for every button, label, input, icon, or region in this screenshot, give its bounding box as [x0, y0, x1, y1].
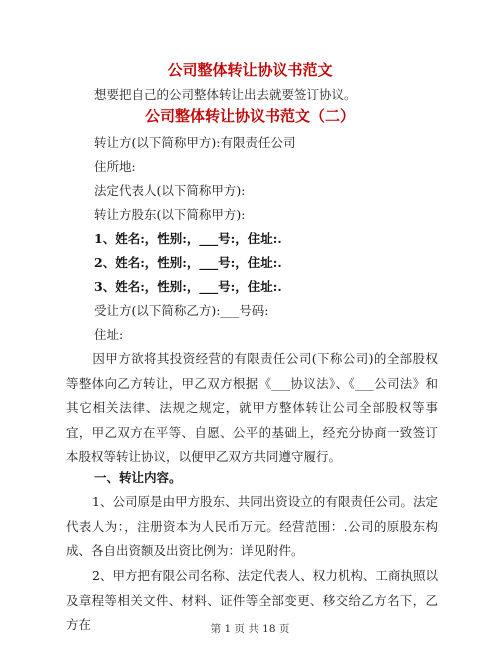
shareholder-item-2: 2、姓名:，性别:，___号:，住址:. [94, 255, 282, 270]
transferee-line: 受让方(以下简称乙方):___号码: [94, 303, 269, 318]
page-number-footer: 第 1 页 共 18 页 [210, 623, 290, 635]
preamble-paragraph [66, 347, 438, 470]
intro-text: 想要把自己的公司整体转让出去就要签订协议。 [94, 87, 357, 102]
preamble-text: 因甲方欲将其投资经营的有限责任公司(下称公司)的全部股权等整体向乙方转让，甲乙双方根据《___协议法》、《___公司法》和其它相关法律、法规之规定，就甲方整体转让公司全部股权等事宜，甲乙双方在平等、自愿、公平的基础上，经充分协商一致签订本股权等转让协议，以便甲乙双方共同遵守履行。 [66, 351, 438, 464]
transferor-line: 转让方(以下简称甲方):有限责任公司 [94, 135, 296, 150]
address-line: 住所地: [94, 159, 136, 174]
document-sub-title: 公司整体转让协议书范文（二） [144, 107, 355, 125]
clause-2-text: 2、甲方把有限公司名称、法定代表人、权力机构、工商执照以及章程等相关文件、材料、证件等全部变更、移交给乙方名下，乙方在 [66, 568, 438, 632]
shareholder-item-1: 1、姓名:，性别:，___号:，住址:. [94, 231, 282, 246]
transferee-address-line: 住址: [94, 327, 124, 342]
clause-1-paragraph [66, 490, 438, 564]
clause-1-text: 1、公司原是由甲方股东、共同出资设立的有限责任公司。法定代表人为：，注册资本为人民币万元。经营范围：.公司的原股东构成、各自出资额及出资比例为：详见附件。 [66, 494, 438, 558]
legal-representative-line: 法定代表人(以下简称甲方): [94, 183, 246, 198]
document-main-title: 公司整体转让协议书范文 [167, 61, 333, 79]
shareholder-item-3: 3、姓名:，性别:，___号:，住址:. [94, 279, 282, 294]
section-heading-transfer-content: 一、转让内容。 [94, 470, 182, 485]
shareholders-line: 转让方股东(以下简称甲方): [94, 207, 246, 222]
